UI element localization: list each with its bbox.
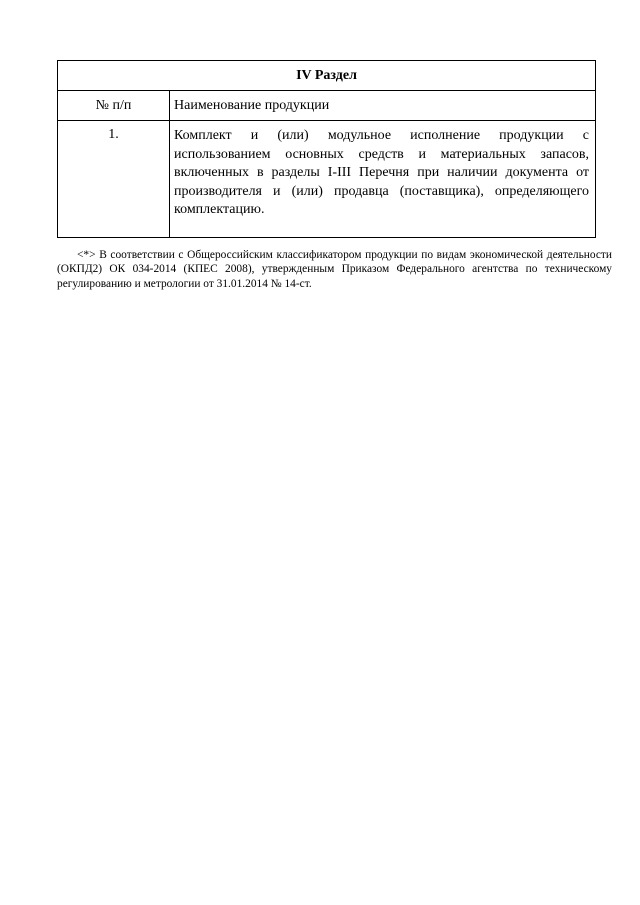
products-table <box>57 60 596 238</box>
row-product-name: Комплект и (или) модульное исполнение продукции с использованием основных средств и материальных запасов, включенных в разделы I-III Перечня при наличии документа от производителя и (или) продавца (поставщика), определяющего комплектацию. <box>170 121 596 238</box>
header-product-name: Наименование продукции <box>170 91 596 121</box>
row-number: 1. <box>58 121 170 238</box>
header-number: № п/п <box>58 91 170 121</box>
table-header-row <box>58 91 596 121</box>
section-title-row <box>58 61 596 91</box>
section-title: IV Раздел <box>58 61 596 91</box>
footnote: <*> В соответствии с Общероссийским классификатором продукции по видам экономической деятельности (ОКПД2) ОК 034-2014 (КПЕС 2008), утвержденным Приказом Федерального агентства по техническому регулированию и метрологии от 31.01.2014 № 14-ст. <box>57 249 612 290</box>
table-row <box>58 121 596 238</box>
